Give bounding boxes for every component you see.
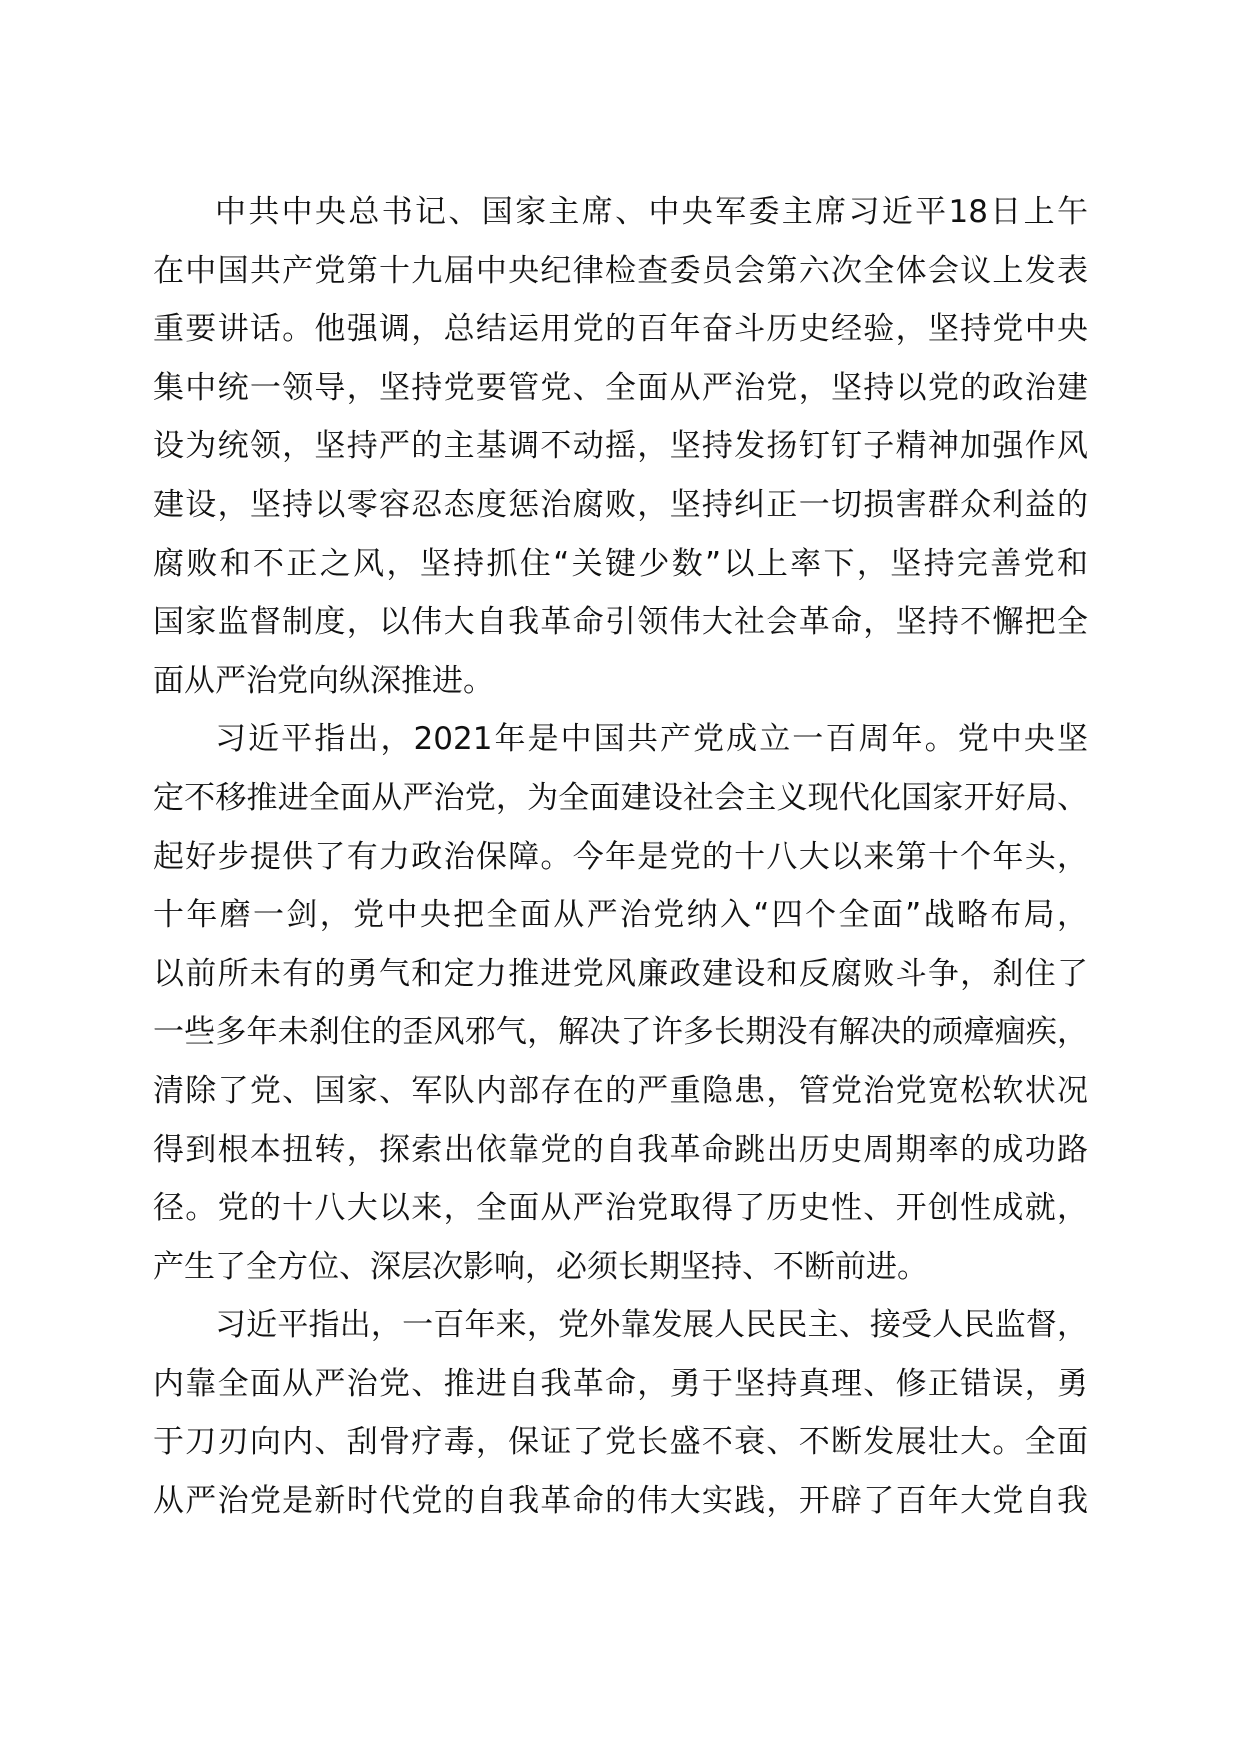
- text-line: 重要讲话。他强调，总结运用党的百年奋斗历史经验，坚持党中央: [153, 311, 1088, 348]
- text-line: 产生了全方位、深层次影响，必须长期坚持、不断前进。: [153, 1248, 928, 1285]
- text-line: 集中统一领导，坚持党要管党、全面从严治党，坚持以党的政治建: [153, 369, 1088, 406]
- text-line: 起好步提供了有力政治保障。今年是党的十八大以来第十个年头，: [153, 838, 1088, 875]
- text-line: 内靠全面从严治党、推进自我革命，勇于坚持真理、修正错误，勇: [153, 1365, 1088, 1402]
- text-line: 建设，坚持以零容忍态度惩治腐败，坚持纠正一切损害群众利益的: [153, 486, 1088, 523]
- text-line: 得到根本扭转，探索出依靠党的自我革命跳出历史周期率的成功路: [153, 1131, 1088, 1168]
- text-line: 国家监督制度，以伟大自我革命引领伟大社会革命，坚持不懈把全: [153, 604, 1088, 641]
- text-line: 从严治党是新时代党的自我革命的伟大实践，开辟了百年大党自我: [153, 1483, 1088, 1520]
- text-line: 十年磨一剑，党中央把全面从严治党纳入“四个全面”战略布局，: [153, 897, 1088, 934]
- paragraph-3: [153, 1296, 1088, 1530]
- text-line: 习近平指出，一百年来，党外靠发展人民民主、接受人民监督，: [215, 1307, 1088, 1344]
- paragraph-2: [153, 710, 1088, 1296]
- text-line: 腐败和不正之风，坚持抓住“关键少数”以上率下，坚持完善党和: [153, 545, 1088, 582]
- document-body: [153, 183, 1088, 1531]
- text-line: 面从严治党向纵深推进。: [153, 662, 494, 699]
- paragraph-1: [153, 183, 1088, 710]
- text-line: 清除了党、国家、军队内部存在的严重隐患，管党治党宽松软状况: [153, 1072, 1088, 1109]
- text-line: 一些多年未刹住的歪风邪气，解决了许多长期没有解决的顽瘴痼疾，: [153, 1014, 1088, 1051]
- text-line: 在中国共产党第十九届中央纪律检查委员会第六次全体会议上发表: [153, 252, 1088, 289]
- text-line: 径。党的十八大以来，全面从严治党取得了历史性、开创性成就，: [153, 1190, 1088, 1227]
- text-line: 习近平指出，2021年是中国共产党成立一百周年。党中央坚: [215, 721, 1088, 758]
- text-line: 以前所未有的勇气和定力推进党风廉政建设和反腐败斗争，刹住了: [153, 955, 1088, 992]
- text-line: 定不移推进全面从严治党，为全面建设社会主义现代化国家开好局、: [153, 779, 1088, 816]
- text-line: 于刀刃向内、刮骨疗毒，保证了党长盛不衰、不断发展壮大。全面: [153, 1424, 1088, 1461]
- text-line: 中共中央总书记、国家主席、中央军委主席习近平18日上午: [215, 194, 1088, 230]
- text-line: 设为统领，坚持严的主基调不动摇，坚持发扬钉钉子精神加强作风: [153, 428, 1088, 465]
